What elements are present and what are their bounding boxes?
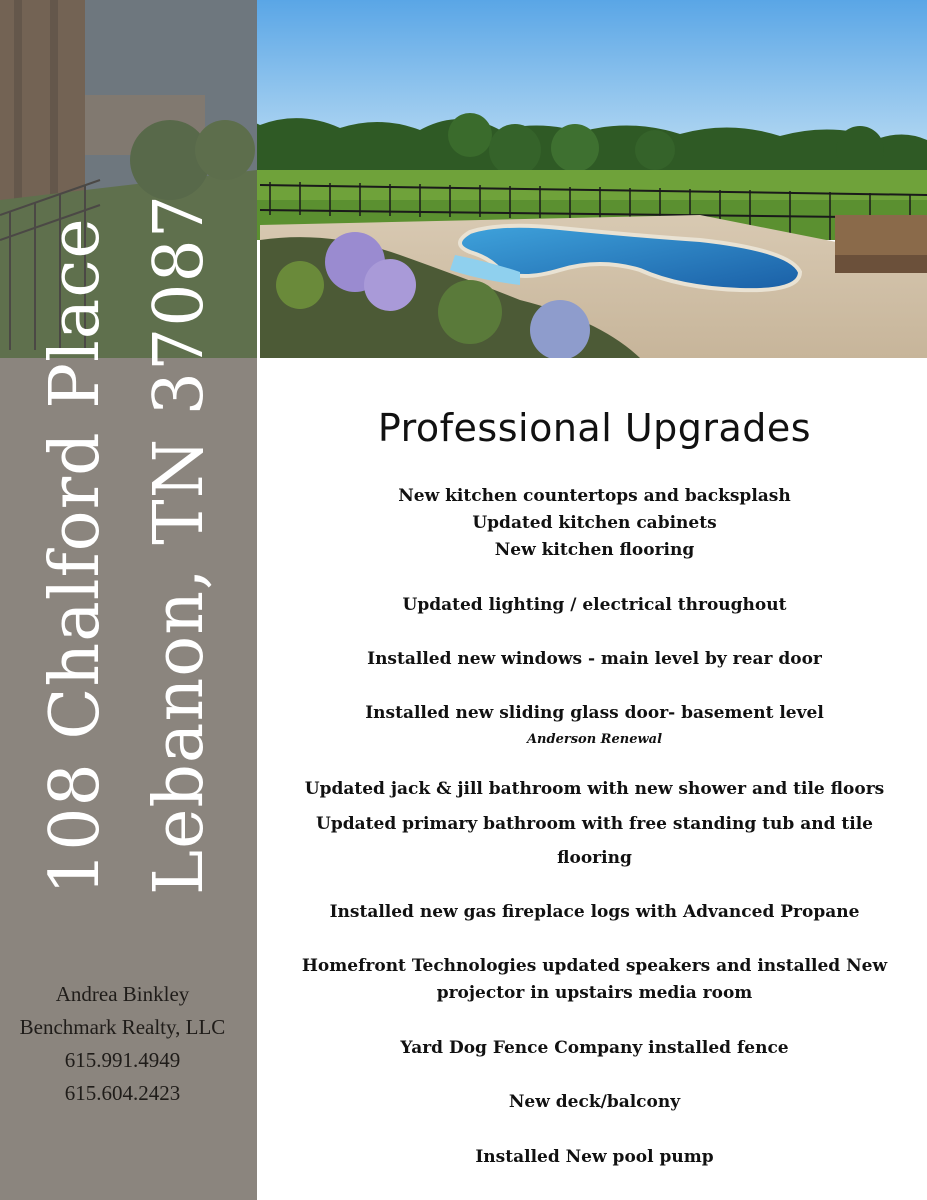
upgrade-windows: Installed new windows - main level by rear door	[367, 649, 822, 669]
agent-phone-1: 615.991.4949	[64, 1048, 181, 1072]
upgrade-kitchen-countertops: New kitchen countertops and backsplash	[398, 486, 791, 506]
upgrade-primary-bath-line2: flooring	[557, 848, 632, 868]
upgrade-deck: New deck/balcony	[508, 1092, 681, 1112]
agent-name: Andrea Binkley	[55, 982, 190, 1006]
agent-contact	[0, 978, 245, 1110]
upgrade-kitchen-cabinets: Updated kitchen cabinets	[472, 513, 717, 533]
upgrade-pool-pump: Installed New pool pump	[475, 1147, 714, 1167]
upgrade-lighting: Updated lighting / electrical throughout	[402, 595, 787, 615]
upgrade-fireplace: Installed new gas fireplace logs with Advanced Propane	[329, 902, 860, 922]
agent-company: Benchmark Realty, LLC	[19, 1015, 226, 1039]
upgrade-sliding-door-note: Anderson Renewal	[526, 732, 663, 747]
address-street: 108 Chalford Place	[36, 217, 115, 895]
upgrade-jack-jill-bath: Updated jack & jill bathroom with new shower and tile floors	[304, 779, 885, 799]
upgrade-media-line1: Homefront Technologies updated speakers and installed New	[301, 956, 888, 976]
upgrade-fence: Yard Dog Fence Company installed fence	[400, 1038, 789, 1058]
agent-phone-2: 615.604.2423	[64, 1081, 181, 1105]
upgrade-kitchen-flooring: New kitchen flooring	[494, 540, 695, 560]
address-city: Lebanon, TN 37087	[140, 193, 219, 895]
upgrade-media-line2: projector in upstairs media room	[436, 983, 753, 1003]
upgrade-primary-bath-line1: Updated primary bathroom with free standing tub and tile	[316, 814, 873, 834]
upgrade-sliding-door: Installed new sliding glass door- basement level	[365, 703, 824, 723]
page-title: Professional Upgrades	[377, 406, 812, 450]
upgrades-section	[262, 358, 927, 1200]
